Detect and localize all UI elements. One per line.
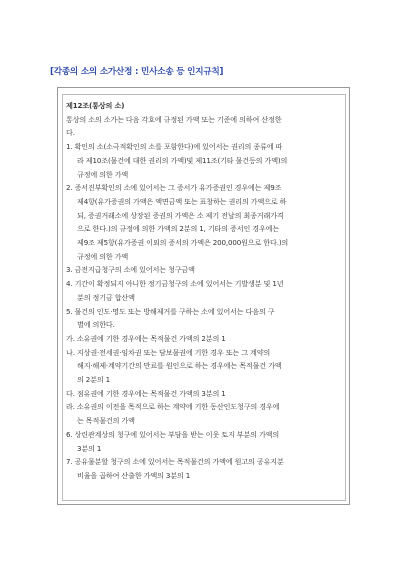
text-line: 규정에 의한 가액 <box>77 251 129 261</box>
text-line: 의 2분의 1 <box>77 375 111 385</box>
header-title: [각종의 소의 소가산정 : 민사소송 등 인지규칙] <box>50 67 224 77</box>
text-line: 되, 증권거래소에 상장된 증권의 가액은 소 제기 전날의 최종거래가격 <box>77 210 284 220</box>
text-line: 으로 한다.)의 규정에 의한 가액의 2분의 1, 기타의 증서인 경우에는 <box>77 224 280 234</box>
list-item: 4. 기간이 확정되지 아니한 정기금청구의 소에 있어서는 기발생분 및 1년 <box>66 279 284 289</box>
text-line: 제9조 제5항(유가증권 이외의 증서의 가액은 200,000원으로 한다.)의 <box>77 238 289 248</box>
list-item: 3. 금전지급청구의 소에 있어서는 청구금액 <box>66 265 195 275</box>
list-item: 6. 상린관계상의 청구에 있어서는 부담을 받는 이웃 토지 부분의 가액의 <box>66 429 280 439</box>
text-line: 규정에 의한 가액 <box>77 169 129 179</box>
text-line: 별에 의한다. <box>77 320 115 330</box>
sub-item: 라. 소유권의 이전을 목적으로 하는 계약에 기한 동산인도청구의 경우에 <box>66 402 280 412</box>
section-title: 제12조(통상의 소) <box>66 101 125 110</box>
text-line: 해지·해제·계약기간의 만료를 원인으로 하는 경우에는 목적물건 가액 <box>77 361 282 371</box>
list-item: 2. 증서진부확인의 소에 있어서는 그 증서가 유가증권인 경우에는 제9조 <box>66 183 282 193</box>
text-line: 는 목적물건의 가액 <box>77 416 135 426</box>
list-item: 5. 물건의 인도·명도 또는 방해제거를 구하는 소에 있어서는 다음의 구 <box>66 306 275 316</box>
text-line: 3분의 1 <box>77 443 102 453</box>
list-item: 1. 확인의 소(소극적확인의 소를 포함한다)에 있어서는 권리의 종류에 따 <box>66 142 283 152</box>
sub-item: 가. 소유권에 기한 경우에는 목적물건 가액의 2분의 1 <box>66 333 226 343</box>
text-line: 분의 정기금 합산액 <box>77 292 135 302</box>
document-body <box>66 99 346 483</box>
list-item: 7. 공유물분할 청구의 소에 있어서는 목적물건의 가액에 원고의 공유지분 <box>66 457 284 467</box>
sub-item: 다. 점유권에 기한 경우에는 목적물건 가액의 3분의 1 <box>66 388 226 398</box>
text-line: 다. <box>66 128 75 138</box>
text-line: 통상의 소의 소가는 다음 각호에 규정된 가액 또는 기준에 의하여 산정한 <box>66 114 282 124</box>
text-line: 제4항(유가증권의 가액은 액면금액 또는 표창하는 권리의 가액으로 하 <box>77 196 287 206</box>
text-line: 비율을 곱하여 산출한 가액의 3분의 1 <box>77 470 191 480</box>
text-line: 라 제10조(물건에 대한 권리의 가액)및 제11조(기타 물건등의 가액)의 <box>77 155 288 165</box>
sub-item: 나. 지상권·전세권·임차권 또는 담보물권에 기한 경우 또는 그 계약의 <box>66 347 271 357</box>
